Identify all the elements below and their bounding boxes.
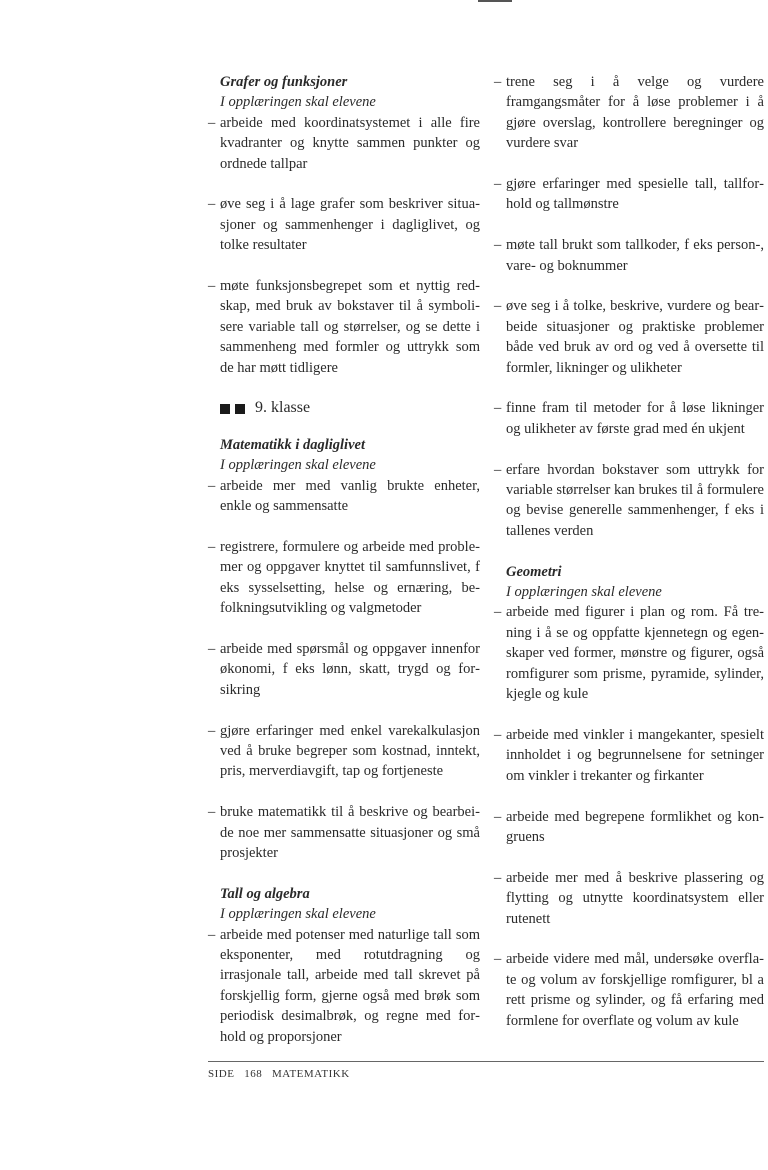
list-item: – arbeide videre med mål, undersøke overflate og volum av forskjellige romfigurer, bl a rett prisme og sylinder, og få erfaring med formlene for overflate og volum av kule [494,951,764,1029]
section-title-dagliglivet: Matematikk i dagliglivet [220,436,365,453]
list-item: – gjøre erfaringer med spesielle tall, tallforhold og tallmønstre [494,176,764,213]
grade-label: 9. klasse [255,399,311,417]
section-title-grafer: Grafer og funksjoner [220,74,348,90]
list-item: – erfare hvordan bokstaver som uttrykk for variable størrelser kan brukes til å formulere og bevise generelle sammenhenger, f eks i tallenes verden [494,461,764,539]
list-item: – arbeide mer med å beskrive plassering og flytting og utnytte koordinatsystem eller rutenett [494,869,764,927]
footer-rule [208,1061,764,1062]
list-item: – arbeide med figurer i plan og rom. Få trening i å se og oppfatte kjennetegn og egenskaper ved former, mønstre og figurer, også romfigurer som prisme, pyramide, sylinder, kjegle og kule [494,604,764,703]
section-subtitle: I opplæringen skal elevene [506,584,662,601]
right-column [494,72,764,1051]
list-item: – arbeide mer med vanlig brukte enheter, enkle og sammensatte [208,477,480,515]
page-footer: SIDE 168 MATEMATIKK [208,1068,350,1080]
left-column [208,72,480,1067]
list-item: – øve seg i å tolke, beskrive, vurdere og bearbeide situasjoner og praktiske problemer både ved bruk av ord og ved å oversette til formler, likninger og ulikheter [494,298,764,376]
list-item: – arbeide med begrepene formlikhet og kongruens [494,808,764,845]
list-item: – registrere, formulere og arbeide med problemer og oppgaver knyttet til samfunnslivet, f eks sysselsetting, helse og ernæring, befolkningsutvikling og valgmetoder [208,538,480,617]
list-item: – arbeide med vinkler i mangekanter, spesielt innholdet i og begrunnelsene for setninger om vinkler i trekanter og firkanter [494,726,764,784]
square-bullet-icon [235,404,245,414]
list-item: – trene seg i å velge og vurdere framgangsmåter for å løse problemer i å gjøre overslag, kontrollere beregninger og vurdere svar [494,74,764,152]
list-item: – arbeide med spørsmål og oppgaver innenfor økonomi, f eks lønn, skatt, trygd og forsikring [208,640,480,698]
top-edge-mark [478,0,512,2]
grade-heading [208,398,480,418]
list-item: – møte tall brukt som tallkoder, f eks person-, vare- og boknummer [494,237,764,274]
list-item: – gjøre erfaringer med enkel varekalkulasjon ved å bruke begreper som kostnad, inntekt, pris, merverdiavgift, tap og fortjeneste [208,722,480,780]
section-title-tall-algebra: Tall og algebra [220,885,310,902]
list-item: – bruke matematikk til å beskrive og bearbeide noe mer sammensatte situasjoner og små prosjekter [208,804,480,861]
list-item: – arbeide med potenser med naturlige tall som eksponenter, med rotutdragning og irrasjonale tall, arbeide med tall skrevet på forskjellig form, gjerne også med brøk som periodisk desimalbrøk, og regne med forhold og proporsjoner [208,926,480,1045]
list-item: – arbeide med koordinatsystemet i alle fire kvadranter og knytte sammen punkter og ordnede tallpar [208,114,480,172]
section-subtitle: I opplæringen skal elevene [220,906,376,923]
list-item: – øve seg i å lage grafer som beskriver situasjoner og sammenhenger i dagliglivet, og tolke resultater [208,196,480,254]
section-subtitle: I opplæringen skal elevene [220,457,376,474]
square-bullet-icon [220,404,230,414]
section-subtitle: I opplæringen skal elevene [220,94,376,111]
section-title-geometri: Geometri [506,563,562,580]
list-item: – møte funksjonsbegrepet som et nyttig redskap, med bruk av bokstaver til å symbolisere variable tall og størrelser, og se dette i sammenheng med formler og uttrykk som de har møtt tidligere [208,278,480,376]
list-item: – finne fram til metoder for å løse likninger og ulikheter av første grad med én ukjent [494,400,764,437]
